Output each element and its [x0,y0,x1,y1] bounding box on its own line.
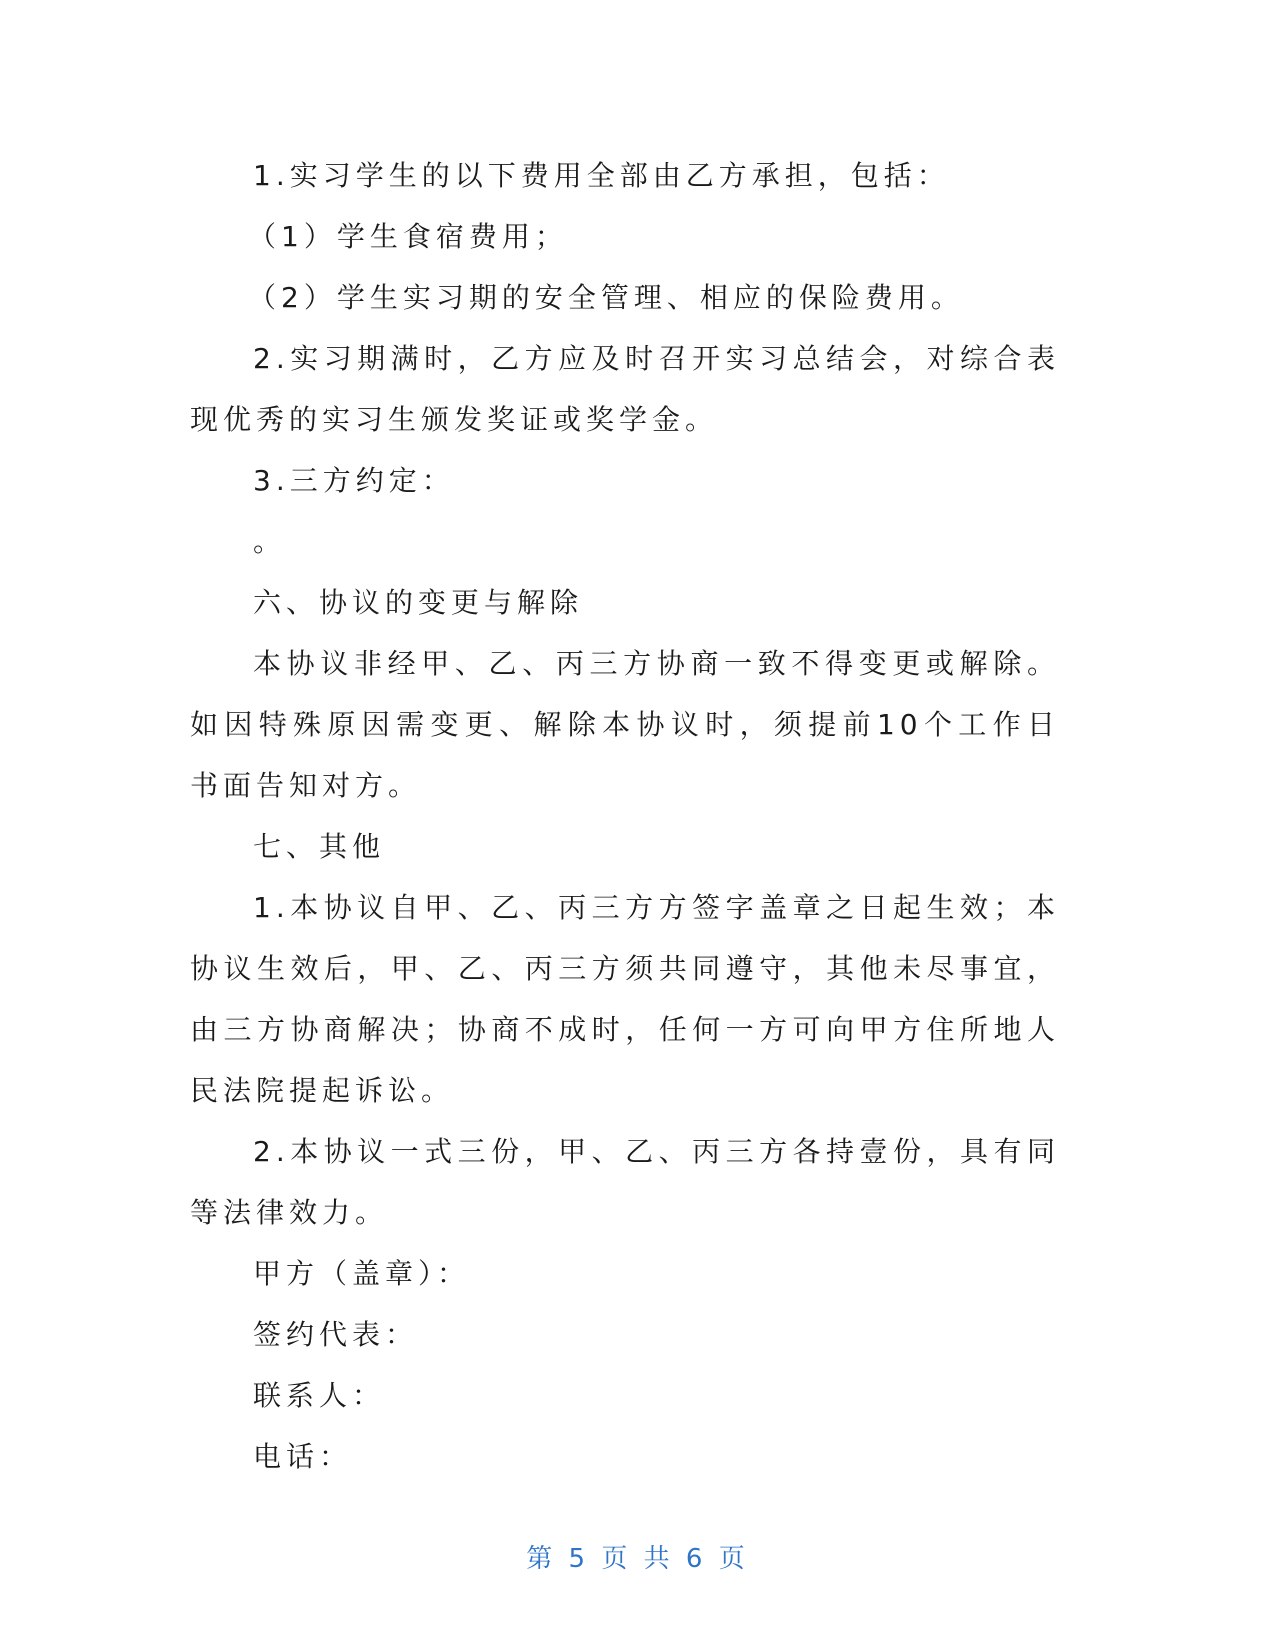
signature-representative: 签约代表： [253,1318,419,1351]
paragraph-expense-item-1: （1）学生食宿费用； [248,220,568,253]
paragraph-effective-clause: 1.本协议自甲、乙、丙三方方签字盖章之日起生效；本协议生效后，甲、乙、丙三方须共同遵守，其他未尽事宜，由三方协商解决；协商不成时，任何一方可向甲方住所地人民法院提起诉讼。 [190,891,1060,1107]
signature-contact-person: 联系人： [253,1379,386,1412]
section-heading-changes: 六、协议的变更与解除 [253,586,584,619]
paragraph-three-party-agreement: 3.三方约定： [253,464,455,497]
page-number-footer: 第 5 页 共 6 页 [526,1544,749,1574]
paragraph-expense-item-2: （2）学生实习期的安全管理、相应的保险费用。 [248,281,964,314]
paragraph-expenses-intro: 1.实习学生的以下费用全部由乙方承担，包括： [253,159,950,192]
paragraph-copies-clause: 2.本协议一式三份，甲、乙、丙三方各持壹份，具有同等法律效力。 [190,1135,1060,1229]
paragraph-changes-body: 本协议非经甲、乙、丙三方协商一致不得变更或解除。如因特殊原因需变更、解除本协议时，须提前10个工作日书面告知对方。 [190,647,1060,802]
signature-party-a-seal: 甲方（盖章）： [253,1257,471,1290]
document-body [190,145,1060,1487]
signature-phone: 电话： [253,1440,353,1473]
paragraph-blank-period: 。 [253,525,287,558]
section-heading-other: 七、其他 [253,830,386,863]
paragraph-summary-meeting: 2.实习期满时，乙方应及时召开实习总结会，对综合表现优秀的实习生颁发奖证或奖学金。 [190,342,1060,436]
